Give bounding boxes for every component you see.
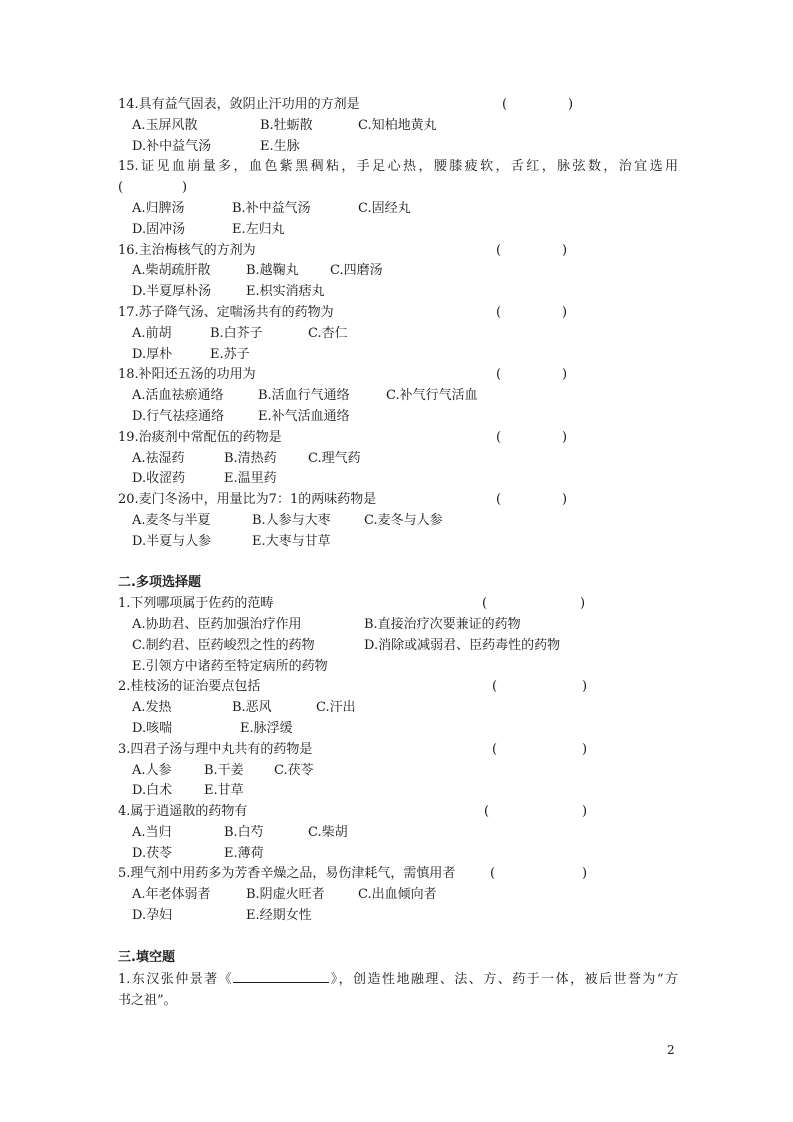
answer-paren-open: ( — [496, 367, 502, 383]
option-a: A.人参 — [132, 762, 172, 778]
answer-paren-open: ( — [482, 596, 488, 612]
option-c: C.麦冬与人参 — [364, 512, 443, 528]
option-c: C.柴胡 — [308, 824, 348, 840]
section-title-fill-blank: 三.填空题 — [118, 949, 175, 965]
option-b: B.白芍 — [224, 824, 264, 840]
fill-question-1-continued: 书之祖”。 — [118, 993, 177, 1009]
question-20-options-row-2 — [118, 532, 678, 553]
option-c: C.知柏地黄丸 — [358, 117, 437, 133]
mc-question-5 — [118, 864, 678, 885]
exam-content — [118, 95, 678, 1012]
option-c: C.茯苓 — [274, 762, 314, 778]
option-c: C.制约君、臣药峻烈之性的药物 — [132, 637, 315, 653]
option-e: E.枳实消痞丸 — [246, 284, 325, 300]
option-b: B.恶风 — [232, 700, 272, 716]
answer-paren-close: ) — [582, 866, 588, 882]
mc-question-2 — [118, 677, 678, 698]
fill-question-1-line-2 — [118, 991, 678, 1012]
option-b: B.补中益气汤 — [232, 200, 311, 216]
answer-paren-open: ( — [496, 304, 502, 320]
question-14-options-row-2 — [118, 137, 678, 158]
option-d: D.厚朴 — [132, 346, 173, 362]
option-a: A.当归 — [132, 824, 172, 840]
question-19-options-row-1 — [118, 449, 678, 470]
option-a: A.柴胡疏肝散 — [132, 263, 211, 279]
mc-question-5-options-row-1 — [118, 885, 678, 906]
question-15-options-row-2 — [118, 220, 678, 241]
question-17-options-row-2 — [118, 345, 678, 366]
mc-question-2-options-row-2 — [118, 719, 678, 740]
mc-question-1 — [118, 594, 678, 615]
question-18-options-row-1 — [118, 386, 678, 407]
mc-question-1-options-row-3 — [118, 657, 678, 678]
mc-question-3-stem: 3.四君子汤与理中丸共有的药物是 — [118, 741, 313, 757]
option-a: A.前胡 — [132, 325, 172, 341]
answer-paren-open: ( — [490, 866, 496, 882]
mc-question-1-stem: 1.下列哪项属于佐药的范畴 — [118, 596, 274, 612]
option-d: D.白术 — [132, 783, 173, 799]
mc-question-4 — [118, 802, 678, 823]
option-d: D.补中益气汤 — [132, 138, 212, 154]
mc-question-5-options-row-2 — [118, 906, 678, 927]
mc-question-3 — [118, 740, 678, 761]
option-e: E.苏子 — [210, 346, 250, 362]
option-d: D.孕妇 — [132, 908, 173, 924]
question-20 — [118, 490, 678, 511]
page-number: 2 — [667, 1043, 675, 1057]
answer-paren-close: ) — [562, 367, 568, 383]
mc-question-4-options-row-1 — [118, 823, 678, 844]
option-a: A.玉屏风散 — [132, 117, 198, 133]
question-18-stem: 18.补阳还五汤的功用为 — [118, 367, 256, 383]
option-e: E.甘草 — [204, 783, 244, 799]
question-15-stem: 15.证见血崩量多，血色紫黑稠粘，手足心热，腰膝疲软，舌红，脉弦数，治宜选用 — [118, 159, 678, 175]
option-d: D.消除或减弱君、臣药毒性的药物 — [364, 637, 561, 653]
option-c: C.补气行气活血 — [386, 388, 478, 404]
question-15-options-row-1 — [118, 199, 678, 220]
answer-paren-close: ) — [562, 492, 568, 508]
option-c: C.汗出 — [316, 700, 356, 716]
fill-question-1-before: 1.东汉张仲景著《 — [118, 972, 234, 988]
option-b: B.牡蛎散 — [260, 117, 313, 133]
option-b: B.干姜 — [204, 762, 244, 778]
option-d: D.行气祛痉通络 — [132, 408, 225, 424]
answer-paren-close: ) — [568, 97, 574, 112]
option-e: E.大枣与甘草 — [252, 533, 331, 549]
question-19-stem: 19.治痰剂中常配伍的药物是 — [118, 429, 282, 445]
answer-paren-close: ) — [182, 180, 188, 196]
mc-question-2-options-row-1 — [118, 698, 678, 719]
mc-question-5-stem: 5.理气剂中用药多为芳香辛燥之品，易伤津耗气，需慎用者 — [118, 866, 456, 882]
mc-question-1-options-row-1 — [118, 615, 678, 636]
mc-question-4-stem: 4.属于逍遥散的药物有 — [118, 804, 248, 820]
option-a: A.麦冬与半夏 — [132, 512, 211, 528]
question-16-options-row-2 — [118, 282, 678, 303]
option-d: D.固冲汤 — [132, 221, 186, 237]
answer-paren-open: ( — [492, 679, 498, 695]
question-20-stem: 20.麦门冬汤中，用量比为7：1的两味药物是 — [118, 492, 377, 508]
question-19 — [118, 428, 678, 449]
answer-paren-open: ( — [484, 804, 490, 820]
mc-question-4-options-row-2 — [118, 844, 678, 865]
question-14-options-row-1 — [118, 116, 678, 137]
question-19-options-row-2 — [118, 469, 678, 490]
option-a: A.发热 — [132, 700, 172, 716]
question-14-stem: 14.具有益气固表，敛阴止汗功用的方剂是 — [118, 97, 360, 112]
option-e: E.引领方中诸药至特定病所的药物 — [132, 658, 328, 674]
option-c: C.杏仁 — [308, 325, 348, 341]
option-b: B.清热药 — [224, 450, 277, 466]
answer-paren-open: ( — [502, 97, 508, 112]
fill-question-1-after: 》，创造性地融理、法、方、药于一体，被后世誉为“方 — [329, 972, 678, 988]
option-a: A.协助君、臣药加强治疗作用 — [132, 616, 302, 632]
option-a: A.祛湿药 — [132, 450, 185, 466]
question-16 — [118, 241, 678, 262]
mc-question-1-options-row-2 — [118, 636, 678, 657]
section-title-multiple-choice: 二.多项选择题 — [118, 575, 201, 591]
answer-paren-close: ) — [562, 242, 568, 258]
answer-paren-open: ( — [118, 180, 124, 196]
answer-paren-close: ) — [580, 596, 586, 612]
question-20-options-row-1 — [118, 511, 678, 532]
mc-question-3-options-row-1 — [118, 761, 678, 782]
question-17-stem: 17.苏子降气汤、定喘汤共有的药物为 — [118, 304, 334, 320]
option-c: C.固经丸 — [358, 200, 411, 216]
answer-paren-close: ) — [582, 679, 588, 695]
question-15-answer-line — [118, 178, 678, 199]
option-b: B.直接治疗次要兼证的药物 — [364, 616, 521, 632]
option-e: E.温里药 — [224, 471, 277, 487]
option-a: A.年老体弱者 — [132, 887, 211, 903]
option-d: D.半夏与人参 — [132, 533, 212, 549]
answer-paren-close: ) — [582, 804, 588, 820]
option-d: D.咳喘 — [132, 720, 173, 736]
option-e: E.经期女性 — [246, 908, 312, 924]
answer-paren-open: ( — [496, 492, 502, 508]
option-e: E.脉浮缓 — [240, 720, 293, 736]
option-e: E.左归丸 — [232, 221, 285, 237]
option-d: D.收涩药 — [132, 471, 186, 487]
option-e: E.生脉 — [260, 138, 300, 154]
option-a: A.归脾汤 — [132, 200, 185, 216]
option-b: B.人参与大枣 — [252, 512, 331, 528]
option-b: B.越鞠丸 — [246, 263, 299, 279]
answer-paren-open: ( — [496, 242, 502, 258]
option-e: E.薄荷 — [224, 845, 264, 861]
option-c: C.理气药 — [308, 450, 361, 466]
fill-question-1-line-1 — [118, 968, 678, 991]
question-14 — [118, 95, 678, 116]
option-e: E.补气活血通络 — [258, 408, 350, 424]
option-a: A.活血祛瘀通络 — [132, 388, 224, 404]
question-17-options-row-1 — [118, 324, 678, 345]
answer-blank[interactable] — [233, 968, 329, 983]
answer-paren-open: ( — [492, 741, 498, 757]
mc-question-3-options-row-2 — [118, 781, 678, 802]
option-b: B.活血行气通络 — [258, 388, 350, 404]
question-17 — [118, 303, 678, 324]
option-b: B.阴虚火旺者 — [246, 887, 325, 903]
question-18 — [118, 365, 678, 386]
question-16-options-row-1 — [118, 261, 678, 282]
mc-question-2-stem: 2.桂枝汤的证治要点包括 — [118, 679, 261, 695]
option-b: B.白芥子 — [210, 325, 263, 341]
question-18-options-row-2 — [118, 407, 678, 428]
option-c: C.四磨汤 — [330, 263, 383, 279]
answer-paren-close: ) — [582, 741, 588, 757]
option-c: C.出血倾向者 — [358, 887, 437, 903]
answer-paren-close: ) — [562, 429, 568, 445]
question-16-stem: 16.主治梅核气的方剂为 — [118, 242, 256, 258]
answer-paren-close: ) — [562, 304, 568, 320]
answer-paren-open: ( — [496, 429, 502, 445]
option-d: D.茯苓 — [132, 845, 173, 861]
option-d: D.半夏厚朴汤 — [132, 284, 212, 300]
